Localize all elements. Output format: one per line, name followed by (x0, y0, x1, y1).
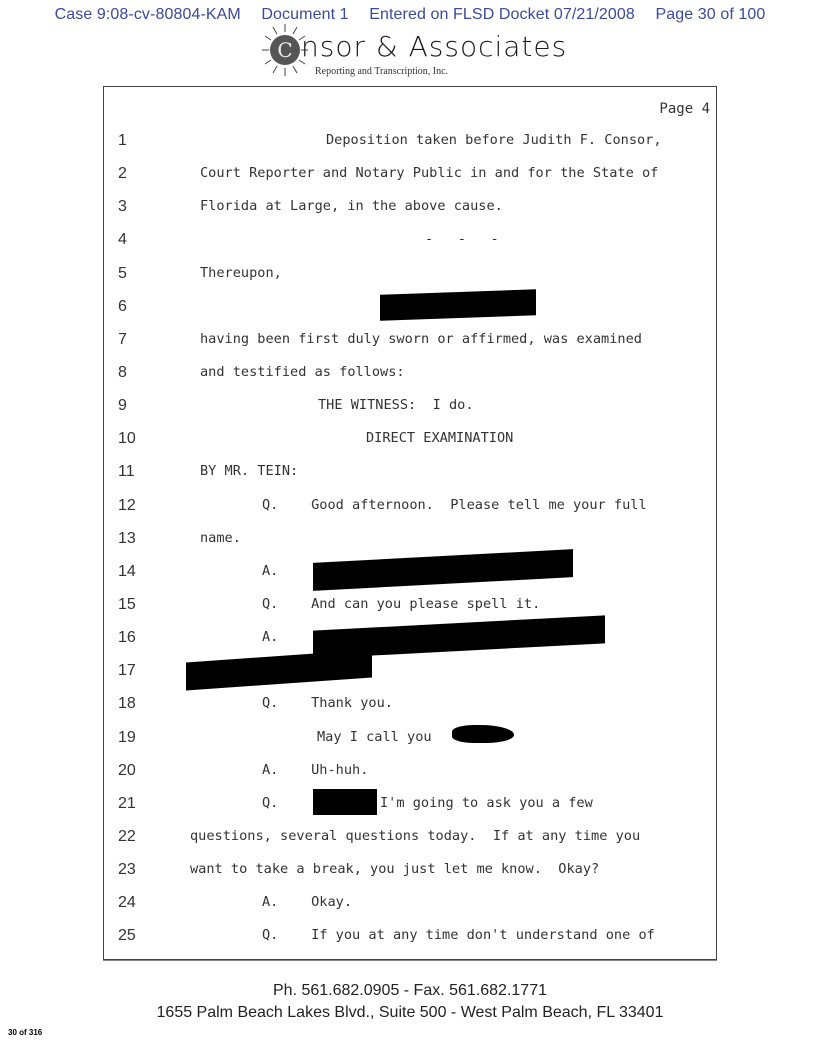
docket-entry: Entered on FLSD Docket 07/21/2008 (369, 6, 635, 23)
line-number: 24 (118, 894, 136, 911)
line-number: 1 (118, 132, 127, 149)
line-number: 22 (118, 828, 136, 845)
line-text: Thereupon, (200, 265, 282, 281)
footer-address: 1655 Palm Beach Lakes Blvd., Suite 500 - West Palm Beach, FL 33401 (156, 1004, 664, 1021)
line-number: 20 (118, 762, 136, 779)
reporter-logo (255, 22, 575, 80)
line-number: 13 (118, 530, 136, 547)
line-number: 25 (118, 927, 136, 944)
line-number: 15 (118, 596, 136, 613)
line-text: May I call you (317, 729, 432, 745)
line-text: Q. And can you please spell it. (262, 596, 541, 612)
line-number: 11 (118, 463, 135, 480)
logo-name: nsor & Associates (301, 30, 568, 63)
line-text: A. Uh-huh. (262, 762, 369, 778)
redaction-bar (313, 789, 377, 815)
line-number: 17 (118, 662, 136, 679)
line-number: 16 (118, 629, 136, 646)
transcript-line (0, 132, 820, 154)
transcript-line (0, 497, 820, 519)
document-label: Document 1 (261, 6, 349, 23)
transcript-line (0, 695, 820, 717)
redaction-bar (452, 725, 514, 743)
logo-subtitle: Reporting and Transcription, Inc. (315, 66, 449, 77)
line-text: Q. Good afternoon. Please tell me your full (262, 497, 647, 513)
line-text: Florida at Large, in the above cause. (200, 198, 503, 214)
line-number: 3 (118, 198, 127, 215)
line-number: 5 (118, 265, 127, 282)
line-number: 14 (118, 563, 136, 580)
transcript-line (0, 364, 820, 386)
transcript-line (0, 729, 820, 751)
line-number: 10 (118, 430, 136, 447)
transcript-page-label: Page 4 (659, 101, 710, 117)
transcript-line (0, 894, 820, 916)
line-text: Court Reporter and Notary Public in and for the State of (200, 165, 659, 181)
transcript-line (0, 596, 820, 618)
line-text: A. Okay. (262, 894, 353, 910)
line-text: DIRECT EXAMINATION (366, 430, 514, 446)
docket-page: Page 30 of 100 (655, 6, 766, 23)
transcript-line (0, 463, 820, 485)
svg-text:C: C (277, 38, 293, 62)
transcript-line (0, 828, 820, 850)
line-number: 19 (118, 729, 136, 746)
line-text: BY MR. TEIN: (200, 463, 299, 479)
redaction-bar (380, 289, 536, 320)
line-number: 18 (118, 695, 136, 712)
line-text: Q. If you at any time don't understand one of (262, 927, 655, 943)
line-text: Deposition taken before Judith F. Consor, (326, 132, 662, 148)
line-number: 2 (118, 165, 127, 182)
transcript-line (0, 265, 820, 287)
line-number: 4 (118, 231, 127, 248)
line-text: want to take a break, you just let me know. Okay? (190, 861, 600, 877)
line-text: - - - (425, 231, 499, 247)
transcript-line (0, 331, 820, 353)
line-text: I'm going to ask you a few (380, 795, 593, 811)
transcript-line (0, 165, 820, 187)
footer-phone: Ph. 561.682.0905 - Fax. 561.682.1771 (273, 982, 547, 999)
line-text: having been first duly sworn or affirmed, was examined (200, 331, 642, 347)
line-number: 7 (118, 331, 127, 348)
line-text: A. (262, 629, 279, 645)
transcript-line (0, 231, 820, 253)
line-number: 8 (118, 364, 127, 381)
line-number: 12 (118, 497, 136, 514)
transcript-line (0, 430, 820, 452)
line-number: 9 (118, 397, 127, 414)
case-number: Case 9:08-cv-80804-KAM (54, 6, 241, 23)
transcript-line (0, 198, 820, 220)
transcript-line (0, 662, 820, 684)
line-text: questions, several questions today. If at any time you (190, 828, 641, 844)
line-text: Q. (262, 795, 279, 811)
transcript-line (0, 927, 820, 949)
line-text: name. (200, 530, 241, 546)
line-number: 21 (118, 795, 136, 812)
transcript-line (0, 762, 820, 784)
transcript-line (0, 530, 820, 552)
line-number: 6 (118, 298, 127, 315)
transcript-line (0, 397, 820, 419)
page-counter: 30 of 316 (8, 1028, 43, 1037)
transcript-line (0, 795, 820, 817)
line-text: Q. Thank you. (262, 695, 393, 711)
line-text: and testified as follows: (200, 364, 405, 380)
line-number: 23 (118, 861, 136, 878)
frame-bottom-rule (103, 960, 717, 961)
line-text: THE WITNESS: I do. (318, 397, 474, 413)
line-text: A. (262, 563, 279, 579)
transcript-line (0, 861, 820, 883)
